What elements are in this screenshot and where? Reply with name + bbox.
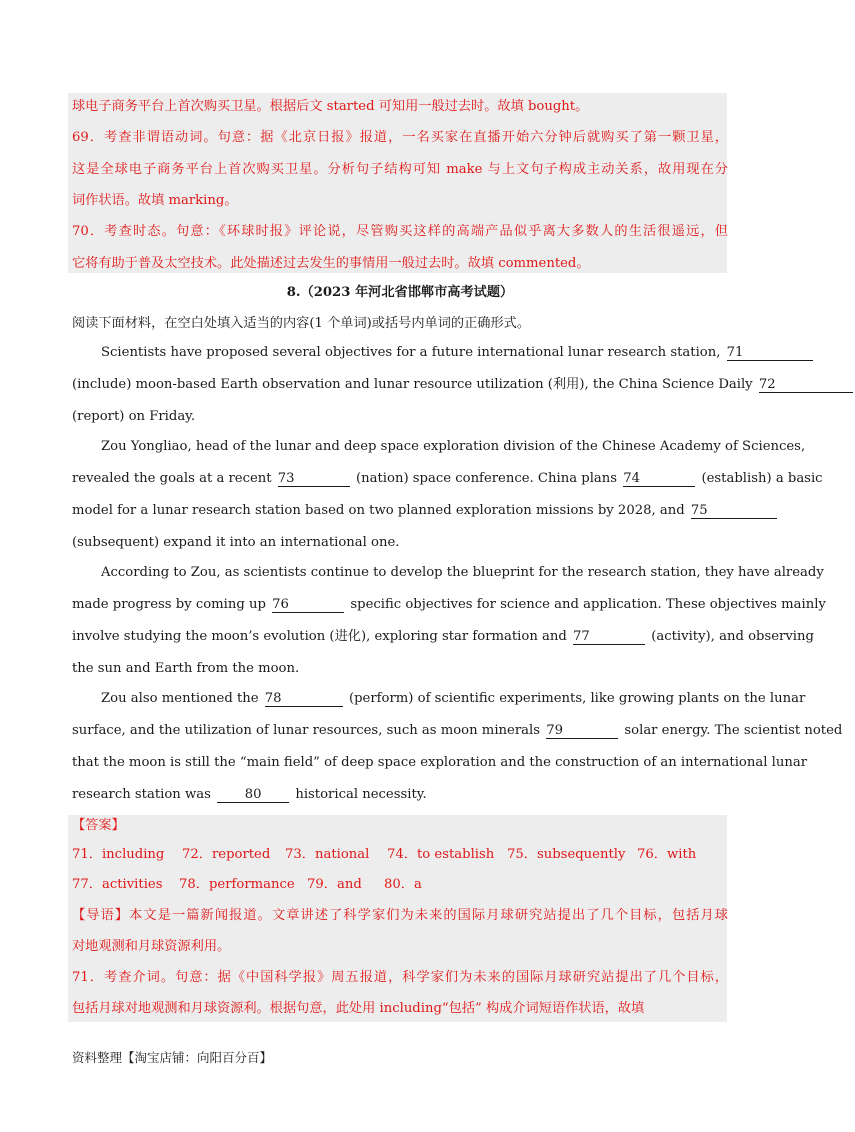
answer-row	[72, 845, 728, 865]
passage-text: (perform) of scientific experiments, like growing plants on the lunar	[348, 691, 806, 706]
passage-text: (activity), and observing	[651, 629, 814, 644]
blank-78[interactable]: 78	[265, 691, 343, 707]
answer-item: 71．including	[72, 847, 165, 862]
answer-item: 73．national	[285, 847, 370, 862]
blank-74[interactable]: 74	[623, 471, 695, 487]
answer-row	[72, 875, 728, 895]
passage-text: involve studying the moon’s evolution (进化), exploring star formation and	[72, 629, 567, 644]
passage-line	[72, 375, 776, 395]
passage-text: (include) moon-based Earth observation and lunar resource utilization (利用), the China Science Daily	[72, 377, 753, 392]
blank-75[interactable]: 75	[691, 503, 777, 519]
explanation-line: 这是全球电子商务平台上首次购买卫星。分析句子结构可知 make 与上文句子构成主动关系，故用现在分	[72, 162, 728, 177]
passage-line: According to Zou, as scientists continue to develop the blueprint for the research station, they have already	[101, 565, 824, 580]
blank-79[interactable]: 79	[546, 723, 618, 739]
passage-text: specific objectives for science and application. These objectives mainly	[350, 597, 826, 612]
passage-line	[72, 469, 823, 489]
passage-text: research station was	[72, 787, 211, 802]
passage-text: Zou also mentioned the	[101, 691, 259, 706]
passage-text: Scientists have proposed several objectives for a future international lunar research station,	[101, 345, 721, 360]
page-footer: 资料整理【淘宝店铺：向阳百分百】	[72, 1050, 273, 1065]
passage-line: the sun and Earth from the moon.	[72, 661, 300, 676]
passage-line	[72, 343, 744, 363]
blank-73[interactable]: 73	[278, 471, 350, 487]
explanation-shade-top	[68, 93, 727, 273]
guide-line: 包括月球对地观测和月球资源利。根据句意，此处用 including“包括” 构成介词短语作状语，故填	[72, 1001, 645, 1016]
answer-item: 79．and	[307, 877, 362, 892]
section-title: 8.（2023 年河北省邯郸市高考试题）	[286, 285, 514, 300]
blank-76[interactable]: 76	[272, 597, 344, 613]
guide-line: 对地观测和月球资源利用。	[72, 939, 231, 954]
guide-line: 【导语】本文是一篇新闻报道。文章讲述了科学家们为未来的国际月球研究站提出了几个目标，包括月球	[72, 908, 728, 923]
answer-item: 77．activities	[72, 877, 163, 892]
answer-item: 74．to establish	[387, 847, 495, 862]
explanation-line: 70．考查时态。句意：《环球时报》评论说，尽管购买这样的高端产品似乎离大多数人的生活很遥远，但	[72, 224, 728, 239]
passage-text: surface, and the utilization of lunar resources, such as moon minerals	[72, 723, 540, 738]
answer-item: 80．a	[384, 877, 422, 892]
instruction-text: 阅读下面材料，在空白处填入适当的内容(1 个单词)或括号内单词的正确形式。	[72, 316, 531, 331]
guide-line: 71．考查介词。句意：据《中国科学报》周五报道，科学家们为未来的国际月球研究站提出了几个目标，	[72, 970, 728, 985]
passage-text: revealed the goals at a recent	[72, 471, 272, 486]
passage-text: (establish) a basic	[701, 471, 823, 486]
explanation-line: 它将有助于普及太空技术。此处描述过去发生的事情用一般过去时。故填 commented。	[72, 256, 590, 271]
answer-item: 75．subsequently	[507, 847, 626, 862]
passage-text: solar energy. The scientist noted	[624, 723, 843, 738]
passage-text: (nation) space conference. China plans	[356, 471, 618, 486]
answer-label: 【答案】	[72, 818, 125, 833]
answer-item: 72．reported	[182, 847, 271, 862]
explanation-line: 词作状语。故填 marking。	[72, 193, 238, 208]
passage-line: (subsequent) expand it into an international one.	[72, 535, 400, 550]
blank-77[interactable]: 77	[573, 629, 645, 645]
passage-line	[72, 595, 826, 615]
answer-item: 78．performance	[179, 877, 295, 892]
passage-line: (report) on Friday.	[72, 409, 196, 424]
passage-line	[72, 785, 728, 805]
blank-80[interactable]: 80	[217, 787, 289, 803]
blank-71[interactable]: 71	[727, 345, 813, 361]
passage-line	[72, 501, 728, 521]
passage-line	[72, 721, 843, 741]
passage-line	[72, 689, 806, 709]
explanation-line: 69．考查非谓语动词。句意：据《北京日报》报道，一名买家在直播开始六分钟后就购买了第一颗卫星，	[72, 130, 728, 145]
passage-line: that the moon is still the “main field” of deep space exploration and the construction of an international lunar	[72, 755, 808, 770]
passage-line: Zou Yongliao, head of the lunar and deep space exploration division of the Chinese Academy of Sciences,	[101, 439, 806, 454]
answer-item: 76．with	[637, 847, 697, 862]
passage-text: historical necessity.	[295, 787, 427, 802]
passage-text: made progress by coming up	[72, 597, 266, 612]
blank-72[interactable]: 72	[759, 377, 853, 393]
passage-line	[72, 627, 814, 647]
explanation-line: 球电子商务平台上首次购买卫星。根据后文 started 可知用一般过去时。故填 bought。	[72, 99, 589, 114]
passage-text: model for a lunar research station based on two planned exploration missions by 2028, and	[72, 503, 685, 518]
